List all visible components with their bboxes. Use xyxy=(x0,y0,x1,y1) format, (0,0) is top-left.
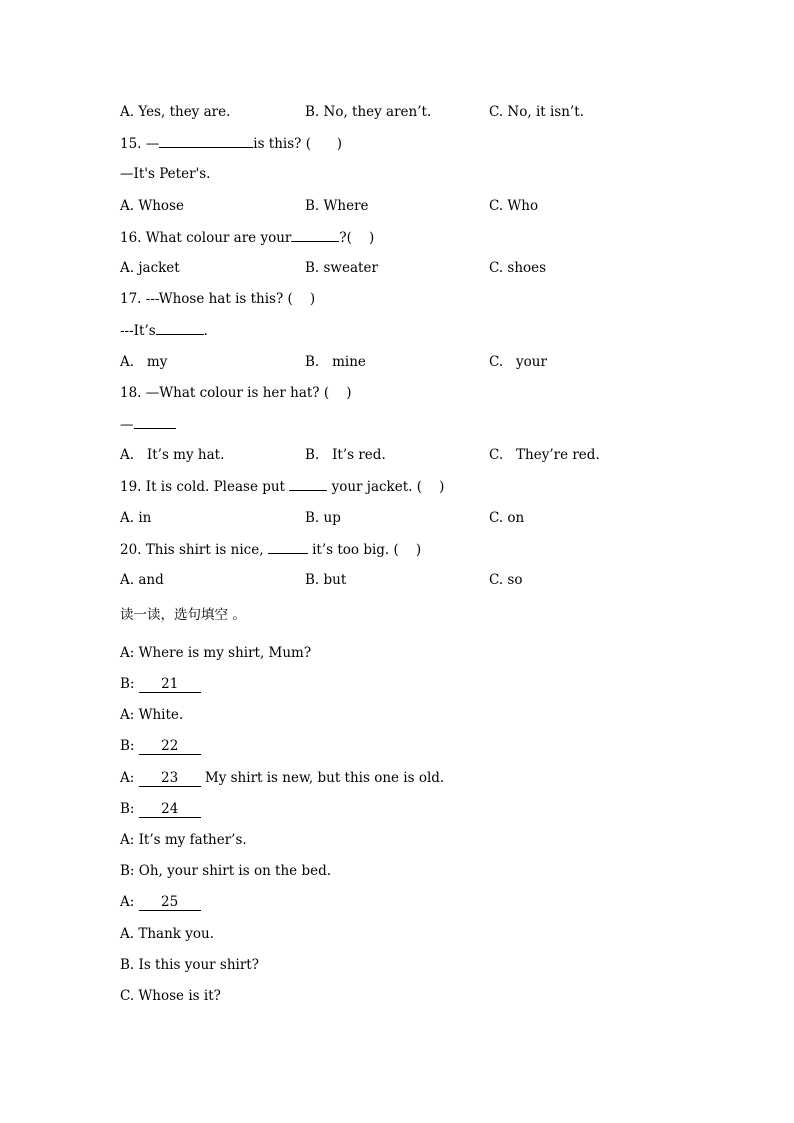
q16-option-b: B. sweater xyxy=(305,260,378,276)
section-title: 读一读，选句填空 。 xyxy=(120,607,246,623)
q14-option-a: A. Yes, they are. xyxy=(120,104,231,120)
q15-answer-line: —It's Peter's. xyxy=(120,166,211,182)
q19-option-c: C. on xyxy=(489,510,525,526)
q16-blank[interactable] xyxy=(291,227,339,242)
q14-option-c: C. No, it isn’t. xyxy=(489,104,584,120)
q14-options xyxy=(120,102,680,122)
q19-suffix: your jacket. ( ) xyxy=(327,479,445,495)
q15-options xyxy=(120,196,680,216)
q20-suffix: it’s too big. ( ) xyxy=(307,542,422,558)
dialogue-line-7: A: It’s my father’s. xyxy=(120,832,247,848)
q16-option-c: C. shoes xyxy=(489,260,547,276)
q20-question xyxy=(120,539,421,559)
q17-option-c: C. your xyxy=(489,354,547,370)
q18-option-c: C. They’re red. xyxy=(489,447,600,463)
dialogue-line-2-speaker: B: xyxy=(120,676,139,692)
q19-option-b: B. up xyxy=(305,510,341,526)
q20-options xyxy=(120,570,680,590)
q15-prefix: 15. — xyxy=(120,136,160,152)
q16-prefix: 16. What colour are your xyxy=(120,230,292,246)
q18-blank[interactable] xyxy=(134,414,176,429)
dialogue-line-4 xyxy=(120,736,201,756)
dialogue-line-3: A: White. xyxy=(120,707,184,723)
q15-option-b: B. Where xyxy=(305,198,369,214)
q20-option-a: A. and xyxy=(120,572,164,588)
q19-option-a: A. in xyxy=(120,510,152,526)
choice-a: A. Thank you. xyxy=(120,926,214,942)
q18-options xyxy=(120,445,680,465)
q20-prefix: 20. This shirt is nice, xyxy=(120,542,268,558)
choice-b: B. Is this your shirt? xyxy=(120,957,259,973)
dialogue-line-5-text: My shirt is new, but this one is old. xyxy=(200,770,445,786)
dialogue-line-9 xyxy=(120,892,201,912)
choice-c: C. Whose is it? xyxy=(120,988,221,1004)
q16-suffix: ?( ) xyxy=(339,230,375,246)
q15-question xyxy=(120,133,342,153)
q15-suffix: is this? ( ) xyxy=(253,136,342,152)
q18-answer-line xyxy=(120,414,176,434)
q19-options xyxy=(120,508,680,528)
q17-option-b: B. mine xyxy=(305,354,366,370)
q16-question xyxy=(120,227,374,247)
q16-option-a: A. jacket xyxy=(120,260,180,276)
q15-option-a: A. Whose xyxy=(120,198,184,214)
q18-option-b: B. It’s red. xyxy=(305,447,386,463)
blank-22[interactable]: 22 xyxy=(139,738,201,755)
blank-21[interactable]: 21 xyxy=(139,676,201,693)
q19-question xyxy=(120,476,444,496)
dialogue-line-8: B: Oh, your shirt is on the bed. xyxy=(120,863,332,879)
q17-options xyxy=(120,352,680,372)
q17-question: 17. ---Whose hat is this? ( ) xyxy=(120,291,316,307)
q20-option-b: B. but xyxy=(305,572,347,588)
q16-options xyxy=(120,258,680,278)
blank-25[interactable]: 25 xyxy=(139,894,201,911)
q17-answer-prefix: ---It’s xyxy=(120,323,156,339)
dialogue-line-6 xyxy=(120,799,201,819)
q20-option-c: C. so xyxy=(489,572,523,588)
dialogue-line-5-speaker: A: xyxy=(120,770,139,786)
blank-24[interactable]: 24 xyxy=(139,801,201,818)
q17-option-a: A. my xyxy=(120,354,168,370)
q18-question: 18. —What colour is her hat? ( ) xyxy=(120,385,352,401)
q19-blank[interactable] xyxy=(289,476,327,491)
dialogue-line-5 xyxy=(120,768,444,788)
dialogue-line-6-speaker: B: xyxy=(120,801,139,817)
blank-23[interactable]: 23 xyxy=(139,770,201,787)
q19-prefix: 19. It is cold. Please put xyxy=(120,479,290,495)
q20-blank[interactable] xyxy=(268,539,308,554)
q15-blank[interactable] xyxy=(159,133,253,148)
q15-option-c: C. Who xyxy=(489,198,539,214)
q17-answer-line xyxy=(120,320,208,340)
dialogue-line-1: A: Where is my shirt, Mum? xyxy=(120,645,312,661)
q17-blank[interactable] xyxy=(156,320,204,335)
q18-answer-prefix: — xyxy=(120,417,134,433)
dialogue-line-4-speaker: B: xyxy=(120,738,139,754)
dialogue-line-9-speaker: A: xyxy=(120,894,139,910)
q14-option-b: B. No, they aren’t. xyxy=(305,104,432,120)
q17-answer-suffix: . xyxy=(203,323,208,339)
dialogue-line-2 xyxy=(120,674,201,694)
q18-option-a: A. It’s my hat. xyxy=(120,447,225,463)
